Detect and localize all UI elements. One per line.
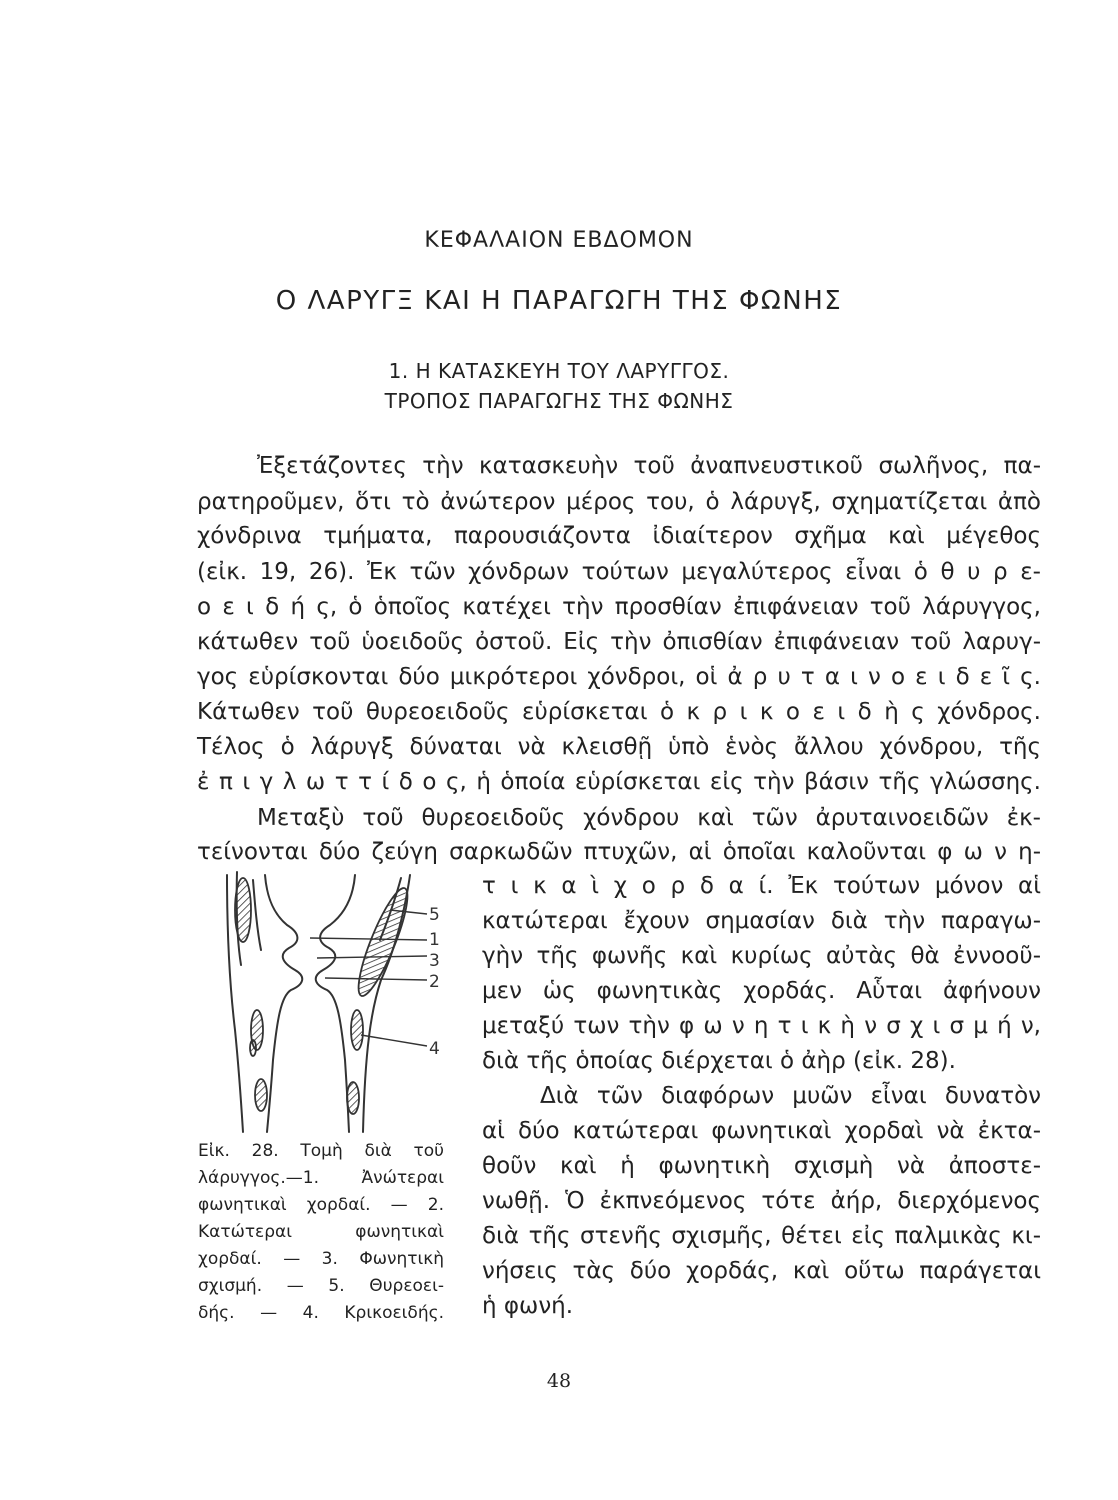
text-line: Διὰ τῶν διαφόρων μυῶν εἶναι δυνατὸν: [540, 1083, 1041, 1109]
text-line: Κάτωθεν τοῦ θυρεοειδοῦς εὑρίσκεται ὁ κ ρ ι κ ο ε ι δ ὴ ς χόνδρος.: [197, 699, 1041, 725]
text-line: ρατηροῦμεν, ὅτι τὸ ἀνώτερον μέρος του, ὁ λάρυγξ, σχηματίζεται ἀπὸ: [197, 489, 1041, 515]
text-line: (εἰκ. 19, 26). Ἐκ τῶν χόνδρων τούτων μεγαλύτερος εἶναι ὁ θ υ ρ ε-: [197, 559, 1041, 585]
left-inner-wall: [265, 875, 302, 1132]
figure-caption-line: δής. — 4. Κρικοειδής.: [198, 1303, 444, 1323]
text-line: διὰ τῆς στενῆς σχισμῆς, θέτει εἰς παλμικὰς κι-: [482, 1223, 1041, 1249]
thyroid-cartilage-right: [350, 884, 416, 1001]
figure-caption-line: σχισμή. — 5. Θυρεοει-: [198, 1276, 444, 1296]
text-line: Μεταξὺ τοῦ θυρεοειδοῦς χόνδρου καὶ τῶν ἀρυταινοειδῶν ἐκ-: [257, 805, 1041, 831]
chapter-title: Ο ΛΑΡΥΓΞ ΚΑΙ Η ΠΑΡΑΓΩΓΗ ΤΗΣ ΦΩΝΗΣ: [275, 286, 843, 316]
text-line: γος εὑρίσκονται δύο μικρότεροι χόνδροι, οἱ ἀ ρ υ τ α ι ν ο ε ι δ ε ῖ ς.: [197, 664, 1041, 690]
text-line: νήσεις τὰς δύο χορδάς, καὶ οὕτω παράγεται: [482, 1258, 1041, 1284]
text-line: ο ε ι δ ή ς, ὁ ὁποῖος κατέχει τὴν προσθίαν ἐπιφάνειαν τοῦ λάρυγγος,: [197, 594, 1041, 620]
text-line: ἡ φωνή.: [482, 1293, 574, 1319]
section-heading-line: ΤΡΟΠΟΣ ΠΑΡΑΓΩΓΗΣ ΤΗΣ ΦΩΝΗΣ: [384, 389, 734, 413]
figure-label: 5: [429, 905, 440, 925]
text-line: τ ι κ α ὶ χ ο ρ δ α ί. Ἐκ τούτων μόνον αἱ: [482, 873, 1041, 899]
text-line: κάτωθεν τοῦ ὑοειδοῦς ὀστοῦ. Εἰς τὴν ὀπισθίαν ἐπιφάνειαν τοῦ λαρυγ-: [197, 629, 1041, 655]
text-line: Τέλος ὁ λάρυγξ δύναται νὰ κλεισθῇ ὑπὸ ἑνὸς ἄλλου χόνδρου, τῆς: [197, 734, 1041, 760]
section-heading-line: 1. Η ΚΑΤΑΣΚΕΥΗ ΤΟΥ ΛΑΡΥΓΓΟΣ.: [388, 359, 730, 383]
text-line: μεταξύ των τὴν φ ω ν η τ ι κ ὴ ν σ χ ι σ μ ή ν,: [482, 1013, 1041, 1039]
figure-caption-line: λάρυγγος.—1. Ἀνώτεραι: [198, 1168, 444, 1188]
cricoid-cartilage-right: [351, 1010, 363, 1050]
text-line: κατώτεραι ἔχουν σημασίαν διὰ τὴν παραγω-: [482, 908, 1041, 934]
text-line: τείνονται δύο ζεύγη σαρκωδῶν πτυχῶν, αἱ ὁποῖαι καλοῦνται φ ω ν η-: [197, 839, 1041, 865]
figure-caption-line: Εἰκ. 28. Τομὴ διὰ τοῦ: [198, 1141, 444, 1161]
text-line: θοῦν καὶ ἡ φωνητικὴ σχισμὴ νὰ ἀποστε-: [482, 1153, 1041, 1179]
text-line: ἐ π ι γ λ ω τ τ ί δ ο ς, ἡ ὁποία εὑρίσκεται εἰς τὴν βάσιν τῆς γλώσσης.: [197, 769, 1041, 795]
tracheal-ring-left: [255, 1079, 267, 1111]
figure-label: 2: [429, 972, 440, 992]
arytenoid-left: [250, 1040, 256, 1056]
text-line: γὴν τῆς φωνῆς καὶ κυρίως αὐτὰς θὰ ἐννοοῦ-: [482, 943, 1041, 969]
tracheal-ring-right: [347, 1082, 359, 1114]
text-line: χόνδρινα τμήματα, παρουσιάζοντα ἰδιαίτερον σχῆμα καὶ μέγεθος: [197, 523, 1041, 549]
text-line: Ἐξετάζοντες τὴν κατασκευὴν τοῦ ἀναπνευστικοῦ σωλῆνος, πα-: [257, 453, 1041, 479]
text-line: αἱ δύο κατώτεραι φωνητικαὶ χορδαὶ νὰ ἐκτα-: [482, 1118, 1041, 1144]
section-heading: [0, 356, 1118, 416]
figure-caption-line: χορδαί. — 3. Φωνητικὴ: [198, 1249, 444, 1269]
text-line: διὰ τῆς ὁποίας διέρχεται ὁ ἀὴρ (εἰκ. 28).: [482, 1048, 956, 1074]
figure-label: 3: [429, 951, 440, 971]
figure-label: 4: [429, 1039, 440, 1059]
larynx-section-figure: [205, 870, 460, 1135]
figure-caption-line: Κατώτεραι φωνητικαὶ: [198, 1222, 444, 1242]
figure-caption-line: φωνητικαὶ χορδαί. — 2.: [198, 1195, 444, 1215]
page-number: 48: [546, 1370, 572, 1392]
chapter-heading: ΚΕΦΑΛΑΙΟΝ ΕΒΔΟΜΟΝ: [424, 228, 694, 253]
text-line: μεν ὡς φωνητικὰς χορδάς. Αὗται ἀφήνουν: [482, 978, 1041, 1004]
thyroid-cartilage-left: [235, 878, 251, 942]
figure-label: 1: [429, 930, 440, 950]
text-line: νωθῇ. Ὁ ἐκπνεόμενος τότε ἀήρ, διερχόμενος: [482, 1188, 1041, 1214]
